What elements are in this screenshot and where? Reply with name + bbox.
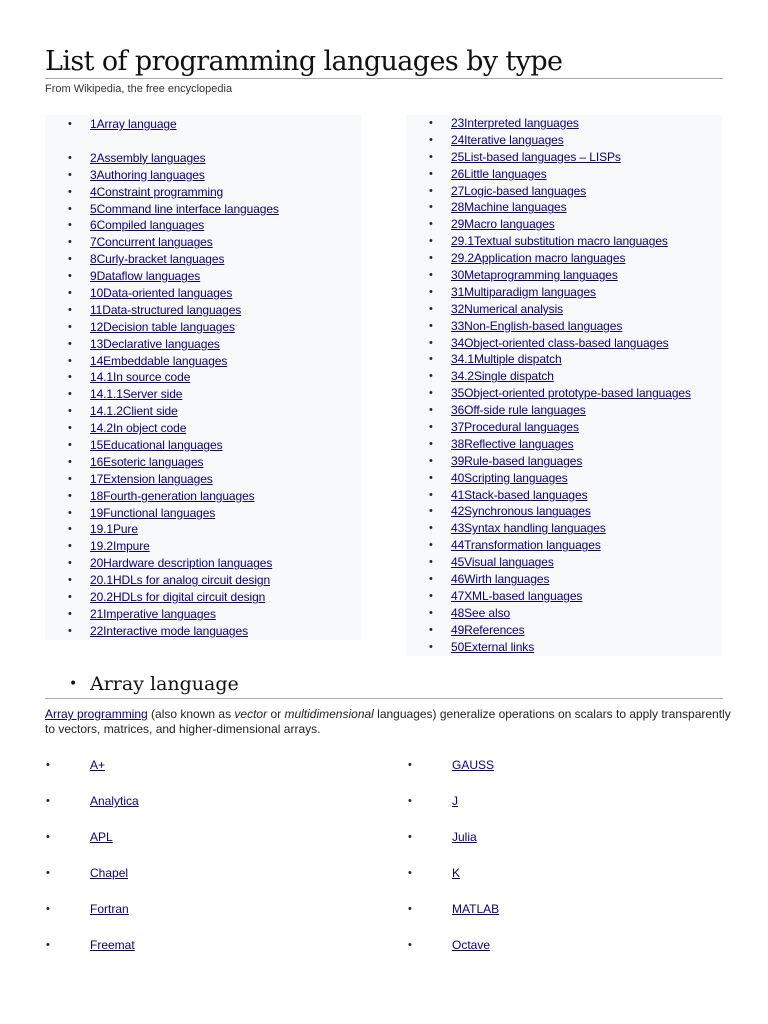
page-subtitle: From Wikipedia, the free encyclopedia bbox=[45, 83, 233, 95]
toc-entry-link[interactable]: 18Fourth-generation languages bbox=[90, 488, 255, 503]
toc-entry-item bbox=[451, 351, 722, 368]
toc-entry-item bbox=[90, 454, 361, 471]
toc-entry-item bbox=[90, 234, 361, 251]
toc-entry-link[interactable]: 14.1In source code bbox=[90, 370, 191, 385]
toc-entry-item bbox=[90, 420, 361, 437]
toc-entry-link[interactable]: 1Array language bbox=[90, 117, 177, 131]
toc-entry-link[interactable]: 33Non-English-based languages bbox=[451, 318, 623, 333]
toc-entry-item bbox=[451, 183, 722, 200]
toc-entry-link[interactable]: 31Multiparadigm languages bbox=[451, 284, 596, 299]
toc-entry-item bbox=[90, 403, 361, 420]
language-link[interactable]: GAUSS bbox=[452, 758, 495, 772]
toc-entry-item bbox=[90, 116, 361, 133]
toc-entry-item bbox=[90, 589, 361, 606]
language-list-right bbox=[452, 754, 499, 970]
toc-entry-item bbox=[90, 285, 361, 302]
language-item bbox=[90, 862, 139, 898]
toc-left-list bbox=[90, 116, 361, 640]
toc-entry-item bbox=[90, 336, 361, 353]
toc-entry-link[interactable]: 22Interactive mode languages bbox=[90, 623, 248, 638]
language-item bbox=[90, 898, 139, 934]
toc-entry-item bbox=[90, 555, 361, 572]
para-em-vector: vector bbox=[234, 707, 268, 721]
toc-entry-link[interactable]: 2Assembly languages bbox=[90, 150, 206, 165]
toc-entry-item bbox=[451, 554, 722, 571]
para-text-2: or bbox=[267, 707, 285, 721]
toc-entry-link[interactable]: 19Functional languages bbox=[90, 505, 216, 520]
toc-entry-link[interactable]: 27Logic-based languages bbox=[451, 183, 587, 198]
toc-entry-item bbox=[90, 488, 361, 505]
language-link[interactable]: APL bbox=[90, 830, 113, 844]
toc-entry-item bbox=[451, 436, 722, 453]
toc-entry-item bbox=[90, 201, 361, 218]
toc-entry-link[interactable]: 13Declarative languages bbox=[90, 336, 220, 351]
array-programming-link[interactable]: Array programming bbox=[45, 707, 148, 721]
toc-entry-link[interactable]: 8Curly-bracket languages bbox=[90, 252, 225, 267]
language-item bbox=[90, 934, 139, 970]
toc-entry-link[interactable]: 34.2Single dispatch bbox=[451, 369, 554, 384]
language-item bbox=[90, 826, 139, 862]
toc-entry-link[interactable]: 20.2HDLs for digital circuit design bbox=[90, 590, 266, 605]
toc-entry-link[interactable]: 42Synchronous languages bbox=[451, 504, 591, 519]
toc-entry-link[interactable]: 41Stack-based languages bbox=[451, 487, 588, 502]
toc-entry-item bbox=[451, 622, 722, 639]
language-item bbox=[90, 790, 139, 826]
toc-entry-link[interactable]: 9Dataflow languages bbox=[90, 269, 201, 284]
toc-entry-item bbox=[451, 419, 722, 436]
toc-entry-link[interactable]: 39Rule-based languages bbox=[451, 453, 583, 468]
toc-entry-link[interactable]: 4Constraint programming bbox=[90, 184, 224, 199]
toc-entry-link[interactable]: 14.1.1Server side bbox=[90, 387, 183, 402]
toc-entry-item bbox=[90, 538, 361, 555]
toc-entry-link[interactable]: 50External links bbox=[451, 639, 535, 654]
toc-entry-link[interactable]: 38Reflective languages bbox=[451, 436, 574, 451]
toc-entry-link[interactable]: 30Metaprogramming languages bbox=[451, 268, 618, 283]
toc-entry-item bbox=[90, 268, 361, 285]
toc-entry-link[interactable]: 14.1.2Client side bbox=[90, 404, 178, 419]
language-item bbox=[452, 826, 499, 862]
section-paragraph bbox=[45, 707, 735, 737]
language-item bbox=[452, 934, 499, 970]
language-item bbox=[452, 790, 499, 826]
toc-entry-link[interactable]: 43Syntax handling languages bbox=[451, 521, 606, 536]
toc-entry-item bbox=[90, 302, 361, 319]
toc-entry-link[interactable]: 7Concurrent languages bbox=[90, 235, 213, 250]
toc-entry-link[interactable]: 47XML-based languages bbox=[451, 588, 583, 603]
toc-entry-item bbox=[451, 318, 722, 335]
toc-entry-item bbox=[451, 368, 722, 385]
toc-right-list bbox=[451, 115, 722, 656]
toc-entry-link[interactable]: 29Macro languages bbox=[451, 217, 555, 232]
toc-entry-item bbox=[451, 402, 722, 419]
toc-entry-link[interactable]: 32Numerical analysis bbox=[451, 301, 564, 316]
toc-entry-link[interactable]: 36Off-side rule languages bbox=[451, 403, 586, 418]
language-link[interactable]: A+ bbox=[90, 758, 106, 772]
toc-entry-item bbox=[451, 639, 722, 656]
toc-entry-item bbox=[451, 301, 722, 318]
toc-entry-item bbox=[451, 166, 722, 183]
toc-entry-item bbox=[451, 520, 722, 537]
toc-entry-item bbox=[451, 487, 722, 504]
toc-entry-link[interactable]: 10Data-oriented languages bbox=[90, 286, 233, 301]
toc-entry-item bbox=[90, 386, 361, 403]
toc-entry-link[interactable]: 35Object-oriented prototype-based languages bbox=[451, 386, 691, 401]
toc-entry-item bbox=[90, 251, 361, 268]
toc-entry-link[interactable]: 34.1Multiple dispatch bbox=[451, 352, 562, 367]
toc-entry-item bbox=[451, 385, 722, 402]
toc-entry-link[interactable]: 21Imperative languages bbox=[90, 606, 216, 621]
language-link[interactable]: J bbox=[452, 794, 458, 808]
para-em-multidimensional: multidimensional bbox=[284, 707, 374, 721]
toc-entry-item bbox=[451, 605, 722, 622]
language-item bbox=[452, 898, 499, 934]
toc-entry-item bbox=[90, 623, 361, 640]
toc-entry-link[interactable]: 16Esoteric languages bbox=[90, 454, 204, 469]
page-title: List of programming languages by type bbox=[45, 46, 563, 77]
toc-entry-link[interactable]: 14Embeddable languages bbox=[90, 353, 228, 368]
toc-entry-item bbox=[451, 537, 722, 554]
toc-entry-link[interactable]: 45Visual languages bbox=[451, 555, 554, 570]
toc-entry-item bbox=[90, 319, 361, 336]
toc-entry-link[interactable]: 12Decision table languages bbox=[90, 319, 235, 334]
para-text-1: (also known as bbox=[147, 707, 235, 721]
language-item bbox=[452, 754, 499, 790]
toc-entry-link[interactable]: 26Little languages bbox=[451, 166, 547, 181]
toc-entry-item bbox=[451, 216, 722, 233]
toc-entry-link[interactable]: 49References bbox=[451, 622, 525, 637]
language-link[interactable]: Octave bbox=[452, 938, 491, 952]
toc-left-column bbox=[45, 115, 361, 640]
language-link[interactable]: Analytica bbox=[90, 794, 139, 808]
toc-entry-item bbox=[90, 521, 361, 538]
toc-entry-item bbox=[451, 250, 722, 267]
toc-entry-item bbox=[90, 572, 361, 589]
toc-entry-item bbox=[451, 470, 722, 487]
toc-entry-item bbox=[90, 369, 361, 386]
toc-entry-item bbox=[90, 150, 361, 167]
toc-entry-link[interactable]: 3Authoring languages bbox=[90, 167, 205, 182]
section-divider bbox=[45, 698, 723, 699]
language-link[interactable]: Chapel bbox=[90, 866, 129, 880]
toc-entry-item bbox=[90, 471, 361, 488]
toc-entry-item bbox=[451, 284, 722, 301]
toc-entry-link[interactable]: 20.1HDLs for analog circuit design bbox=[90, 573, 271, 588]
toc-entry-item bbox=[451, 335, 722, 352]
toc-entry-link[interactable]: 40Scripting languages bbox=[451, 470, 568, 485]
heading-bullet: • bbox=[69, 676, 78, 692]
toc-entry-link[interactable]: 20Hardware description languages bbox=[90, 556, 273, 571]
toc-entry-link[interactable]: 46Wirth languages bbox=[451, 572, 550, 587]
toc-entry-item bbox=[451, 115, 722, 132]
toc-entry-link[interactable]: 23Interpreted languages bbox=[451, 116, 579, 130]
language-list-left bbox=[90, 754, 139, 970]
section-heading bbox=[45, 671, 239, 697]
toc-entry-item bbox=[90, 505, 361, 522]
toc-entry-item bbox=[90, 437, 361, 454]
toc-entry-link[interactable]: 28Machine languages bbox=[451, 200, 567, 215]
toc-right-column bbox=[406, 115, 722, 656]
language-link[interactable]: Fortran bbox=[90, 902, 129, 916]
toc-entry-item bbox=[90, 217, 361, 234]
toc-entry-link[interactable]: 44Transformation languages bbox=[451, 538, 601, 553]
toc-entry-item bbox=[451, 132, 722, 149]
toc-entry-item bbox=[451, 233, 722, 250]
toc-entry-item bbox=[451, 199, 722, 216]
toc-entry-link[interactable]: 14.2In object code bbox=[90, 421, 187, 436]
toc-entry-link[interactable]: 48See also bbox=[451, 605, 511, 620]
toc-entry-link[interactable]: 29.1Textual substitution macro languages bbox=[451, 234, 668, 249]
toc-entry-link[interactable]: 17Extension languages bbox=[90, 471, 213, 486]
toc-entry-link[interactable]: 29.2Application macro languages bbox=[451, 251, 626, 266]
toc-entry-item bbox=[451, 571, 722, 588]
toc-entry-item bbox=[451, 267, 722, 284]
toc-entry-link[interactable]: 15Educational languages bbox=[90, 438, 223, 453]
toc-entry-link[interactable]: 34Object-oriented class-based languages bbox=[451, 335, 669, 350]
section-heading-text: Array language bbox=[90, 673, 239, 695]
language-link[interactable]: MATLAB bbox=[452, 902, 500, 916]
toc-entry-item bbox=[90, 167, 361, 184]
toc-entry-link[interactable]: 11Data-structured languages bbox=[90, 302, 242, 317]
title-divider bbox=[45, 78, 723, 79]
toc-entry-link[interactable]: 6Compiled languages bbox=[90, 218, 205, 233]
toc-entry-item bbox=[90, 353, 361, 370]
toc-entry-item bbox=[451, 503, 722, 520]
language-item bbox=[90, 754, 139, 790]
toc-entry-link[interactable]: 37Procedural languages bbox=[451, 420, 579, 435]
toc-entry-link[interactable]: 19.1Pure bbox=[90, 522, 138, 537]
language-link[interactable]: Freemat bbox=[90, 938, 135, 952]
toc-entry-link[interactable]: 5Command line interface languages bbox=[90, 201, 279, 216]
toc-entry-item bbox=[90, 606, 361, 623]
para-text-3: languages) generalize operations on scalars to apply transparently to vectors, matrices, and higher-dimensional arrays. bbox=[45, 707, 731, 736]
language-link[interactable]: Julia bbox=[452, 830, 477, 844]
toc-entry-item bbox=[451, 588, 722, 605]
toc-entry-link[interactable]: 24Iterative languages bbox=[451, 132, 564, 147]
toc-entry-link[interactable]: 19.2Impure bbox=[90, 539, 150, 554]
language-link[interactable]: K bbox=[452, 866, 461, 880]
toc-entry-link[interactable]: 25List-based languages – LISPs bbox=[451, 149, 621, 164]
toc-entry-item bbox=[451, 453, 722, 470]
toc-entry-item bbox=[90, 184, 361, 201]
toc-entry-item bbox=[451, 149, 722, 166]
language-item bbox=[452, 862, 499, 898]
